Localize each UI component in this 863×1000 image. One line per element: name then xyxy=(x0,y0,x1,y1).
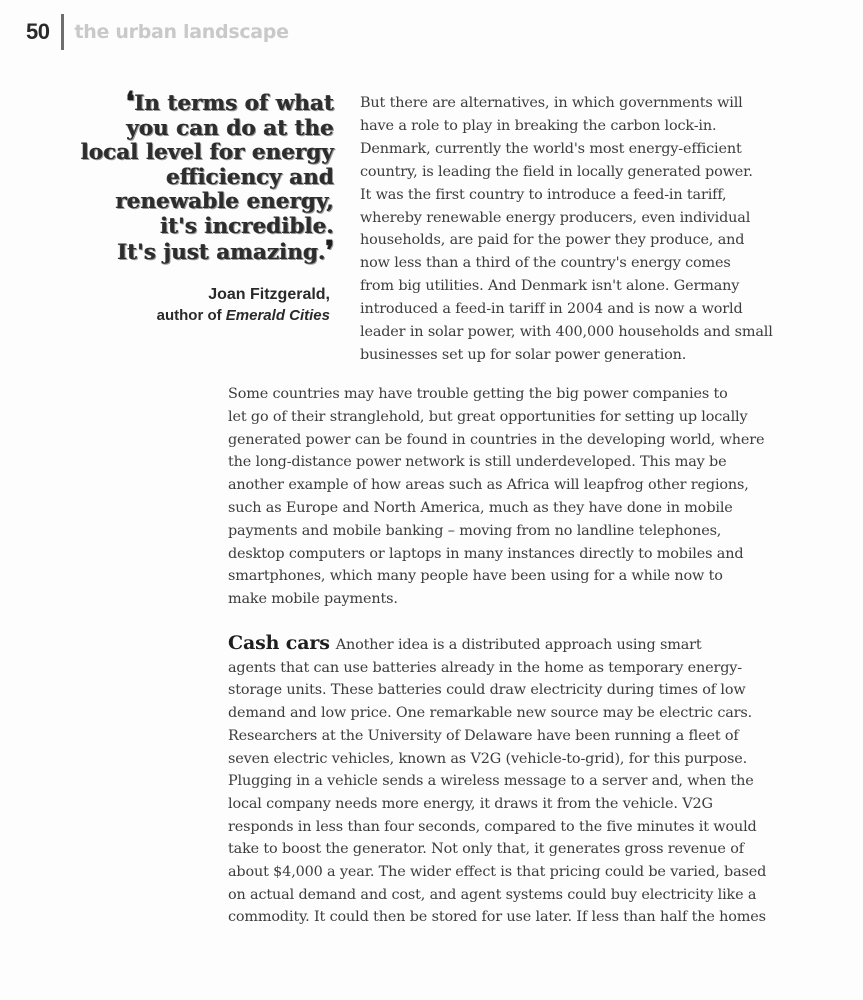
body-paragraph-2 xyxy=(228,383,798,611)
pull-quote-line: efficiency and xyxy=(166,164,334,190)
pull-quote-line: it's incredible. xyxy=(160,213,334,239)
text-line: But there are alternatives, in which governments will xyxy=(360,95,743,111)
text-line: about $4,000 a year. The wider effect is that pricing could be varied, based xyxy=(228,864,767,881)
text-line: local company needs more energy, it draws it from the vehicle. V2G xyxy=(228,795,713,812)
text-line: Researchers at the University of Delaware have been running a fleet of xyxy=(228,727,739,744)
pull-quote-line: In terms of what xyxy=(134,91,334,116)
quote-attribution xyxy=(100,284,330,326)
text-line: Some countries may have trouble getting the big power companies to xyxy=(228,386,728,402)
text-line: leader in solar power, with 400,000 households and small xyxy=(360,324,773,341)
text-line: smartphones, which many people have been using for a while now to xyxy=(228,568,723,585)
text-line: It was the first country to introduce a feed-in tariff, xyxy=(360,186,727,203)
text-line: from big utilities. And Denmark isn't alone. Germany xyxy=(360,278,740,295)
text-line: agents that can use batteries already in the home as temporary energy- xyxy=(228,659,742,676)
text-line: seven electric vehicles, known as V2G (vehicle-to-grid), for this purpose. xyxy=(228,750,748,767)
pull-quote-line: you can do at the xyxy=(126,115,334,141)
text-line: take to boost the generator. Not only that, it generates gross revenue of xyxy=(228,841,744,858)
attribution-role xyxy=(100,305,330,326)
text-line: businesses set up for solar power generation. xyxy=(360,346,687,363)
text-line: Plugging in a vehicle sends a wireless message to a server and, when the xyxy=(228,773,754,790)
text-line: Another idea is a distributed approach using smart xyxy=(335,637,702,653)
text-line: commodity. It could then be stored for use later. If less than half the homes xyxy=(228,909,766,926)
text-line: country, is leading the field in locally generated power. xyxy=(360,163,753,180)
text-line: another example of how areas such as Africa will leapfrog other regions, xyxy=(228,477,749,494)
text-line: such as Europe and North America, much as they have done in mobile xyxy=(228,499,733,516)
attribution-role-prefix: author of xyxy=(156,307,226,324)
running-head: the urban landscape xyxy=(74,21,289,43)
text-line: generated power can be found in countries in the developing world, where xyxy=(228,431,765,448)
text-line: households, are paid for the power they produce, and xyxy=(360,232,745,249)
text-line: have a role to play in breaking the carbon lock-in. xyxy=(360,117,717,134)
section-heading: Cash cars xyxy=(228,632,330,654)
open-quote-mark: ❛ xyxy=(126,87,135,117)
header-divider xyxy=(61,14,64,50)
text-line: let go of their stranglehold, but great opportunities for setting up locally xyxy=(228,408,748,425)
text-line: make mobile payments. xyxy=(228,591,398,608)
pull-quote xyxy=(56,87,334,266)
text-line: the long-distance power network is still underdeveloped. This may be xyxy=(228,454,727,471)
attribution-name: Joan Fitzgerald, xyxy=(208,286,330,303)
text-line: responds in less than four seconds, compared to the five minutes it would xyxy=(228,818,757,835)
attribution-book-title: Emerald Cities xyxy=(225,307,330,324)
text-line: Denmark, currently the world's most energy-efficient xyxy=(360,140,742,157)
page-header xyxy=(26,14,289,50)
text-line: desktop computers or laptops in many instances directly to mobiles and xyxy=(228,545,744,562)
page-number: 50 xyxy=(26,19,50,44)
body-paragraph-3 xyxy=(228,632,800,929)
text-line: payments and mobile banking – moving from no landline telephones, xyxy=(228,522,722,539)
body-paragraph-1 xyxy=(360,92,800,367)
text-line: storage units. These batteries could draw electricity during times of low xyxy=(228,682,746,699)
text-line: on actual demand and cost, and agent systems could buy electricity like a xyxy=(228,886,757,903)
text-line: whereby renewable energy producers, even individual xyxy=(360,209,751,226)
text-line: demand and low price. One remarkable new source may be electric cars. xyxy=(228,705,753,722)
pull-quote-line: local level for energy xyxy=(80,140,334,165)
text-line: introduced a feed-in tariff in 2004 and is now a world xyxy=(360,301,743,318)
pull-quote-line: It's just amazing. xyxy=(117,240,326,265)
text-line: now less than a third of the country's energy comes xyxy=(360,255,731,272)
pull-quote-line: renewable energy, xyxy=(115,189,334,214)
close-quote-mark: ❜ xyxy=(325,236,334,266)
